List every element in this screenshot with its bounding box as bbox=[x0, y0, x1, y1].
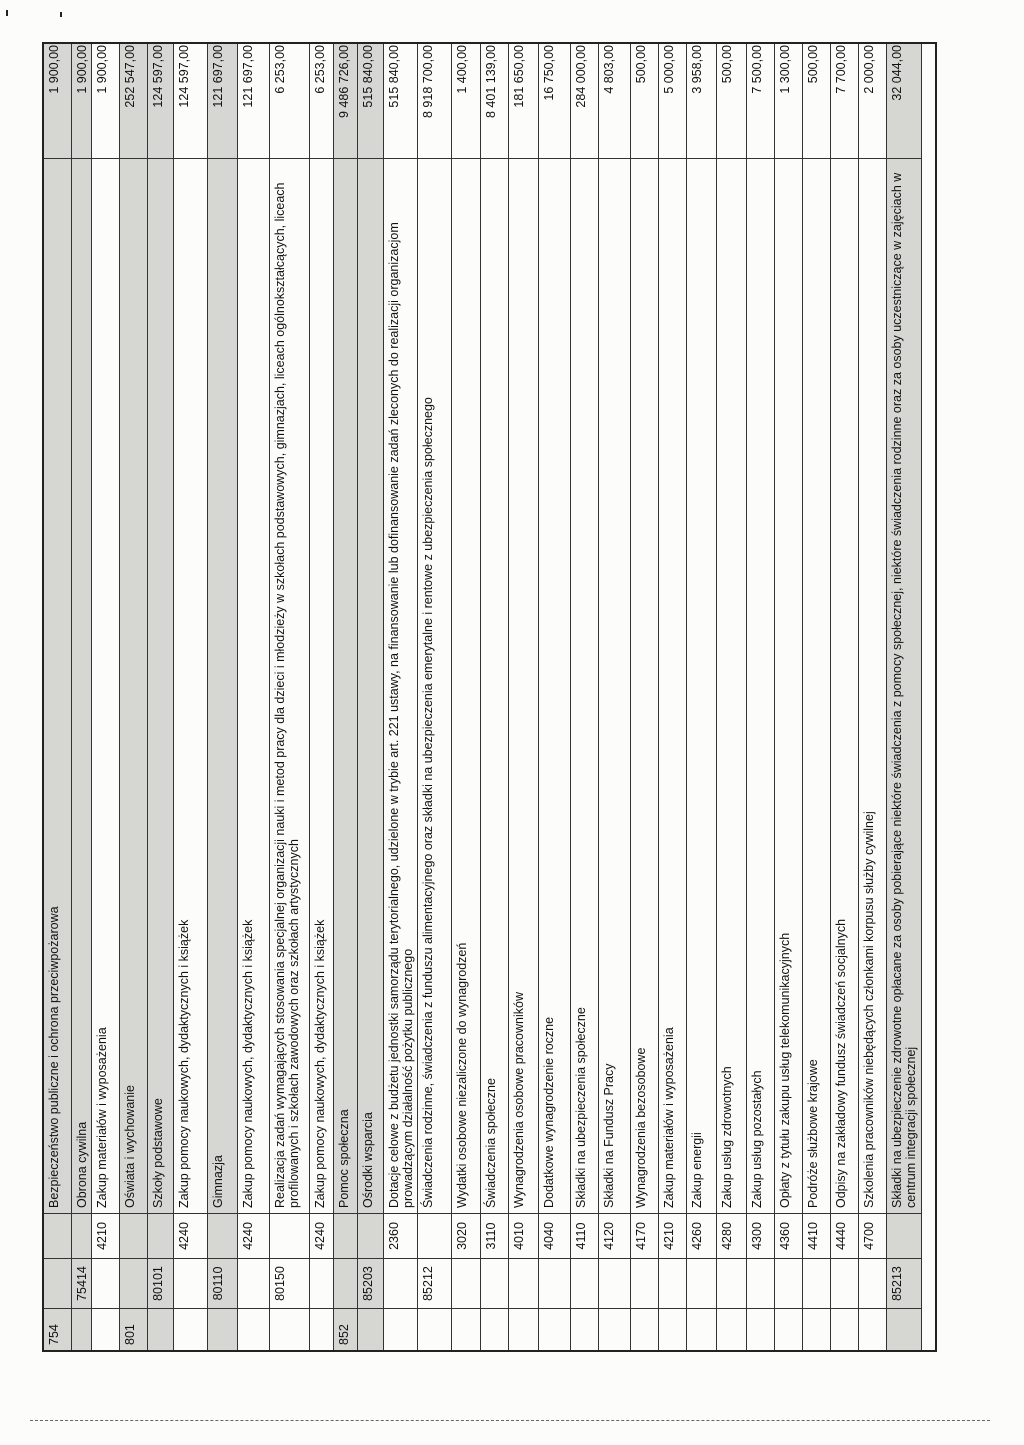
cell-rozdzial bbox=[334, 1258, 357, 1308]
cell-nazwa: Składki na Fundusz Pracy bbox=[599, 158, 630, 1213]
cell-nazwa: Zakup energii bbox=[687, 158, 716, 1213]
cell-kwota: 121 697,00 bbox=[211, 45, 225, 108]
cell-kwota: 2 000,00 bbox=[862, 45, 876, 94]
table-row bbox=[174, 44, 208, 1350]
cell-kwota: 500,00 bbox=[634, 45, 648, 84]
cell-paragraf: 4040 bbox=[539, 1213, 570, 1258]
cell-nazwa: Ośrodki wsparcia bbox=[358, 158, 383, 1213]
table-row bbox=[310, 44, 334, 1350]
cell-rozdzial bbox=[803, 1258, 830, 1308]
cell-nazwa: Dotacje celowe z budżetu jednostki samorządu terytorialnego, udzielone w trybie art. 221 ustawy, na finansowanie lub dofinansowanie zadań zleconych do realizacji organizacjom prowadzącym działalność pożytku publicznego bbox=[384, 158, 417, 1213]
cell-dzial bbox=[384, 1308, 417, 1350]
cell-paragraf bbox=[208, 1213, 237, 1258]
cell-nazwa: Wynagrodzenia bezosobowe bbox=[631, 158, 658, 1213]
cell-dzial bbox=[92, 1308, 119, 1350]
cell-paragraf: 4240 bbox=[174, 1213, 207, 1258]
cell-dzial bbox=[481, 1308, 508, 1350]
cell-rozdzial bbox=[659, 1258, 686, 1308]
fold-line bbox=[30, 1420, 990, 1422]
cell-nazwa: Świadczenia społeczne bbox=[481, 158, 508, 1213]
cell-kwota: 8 401 139,00 bbox=[484, 45, 498, 118]
cell-dzial bbox=[747, 1308, 774, 1350]
cell-paragraf bbox=[418, 1213, 451, 1258]
cell-dzial bbox=[270, 1308, 309, 1350]
cell-dzial bbox=[859, 1308, 886, 1350]
cell-kwota: 7 500,00 bbox=[750, 45, 764, 94]
cell-rozdzial bbox=[831, 1258, 858, 1308]
cell-rozdzial bbox=[238, 1258, 269, 1308]
cell-nazwa: Świadczenia rodzinne, świadczenia z funduszu alimentacyjnego oraz składki na ubezpieczenia emerytalne i rentowe z ubezpieczenia społecznego bbox=[418, 158, 451, 1213]
cell-rozdzial: 80110 bbox=[208, 1258, 237, 1308]
cell-kwota: 284 000,00 bbox=[574, 45, 588, 108]
cell-paragraf: 3020 bbox=[452, 1213, 480, 1258]
cell-nazwa: Zakup pomocy naukowych, dydaktycznych i książek bbox=[310, 158, 333, 1213]
table-row bbox=[571, 44, 599, 1350]
cell-nazwa: Pomoc społeczna bbox=[334, 158, 357, 1213]
cell-rozdzial: 80150 bbox=[270, 1258, 309, 1308]
cell-nazwa: Podróże służbowe krajowe bbox=[803, 158, 830, 1213]
table-row bbox=[358, 44, 384, 1350]
cell-paragraf: 4280 bbox=[717, 1213, 746, 1258]
cell-kwota: 121 697,00 bbox=[241, 45, 255, 108]
cell-rozdzial: 75414 bbox=[72, 1258, 91, 1308]
cell-nazwa: Zakup usług zdrowotnych bbox=[717, 158, 746, 1213]
table-row bbox=[659, 44, 687, 1350]
cell-dzial bbox=[717, 1308, 746, 1350]
table-row bbox=[717, 44, 747, 1350]
cell-rozdzial: 85203 bbox=[358, 1258, 383, 1308]
cell-kwota: 1 400,00 bbox=[455, 45, 469, 94]
table-row bbox=[334, 44, 358, 1350]
cell-kwota: 252 547,00 bbox=[123, 45, 137, 108]
table-row bbox=[418, 44, 452, 1350]
cell-nazwa: Zakup pomocy naukowych, dydaktycznych i książek bbox=[238, 158, 269, 1213]
cell-paragraf bbox=[358, 1213, 383, 1258]
cell-dzial bbox=[659, 1308, 686, 1350]
table-row bbox=[831, 44, 859, 1350]
cell-dzial bbox=[571, 1308, 598, 1350]
cell-paragraf: 4300 bbox=[747, 1213, 774, 1258]
cell-nazwa: Odpisy na zakładowy fundusz świadczeń socjalnych bbox=[831, 158, 858, 1213]
cell-nazwa: Realizacja zadań wymagających stosowania specjalnej organizacji nauki i metod pracy dla dzieci i młodzieży w szkołach podstawowych, gimnazjach, liceach ogólnokształcących, liceach profilowanych i szkołach zawodowych oraz szkołach artystycznych bbox=[270, 158, 309, 1213]
table-row bbox=[270, 44, 310, 1350]
cell-nazwa: Obrona cywilna bbox=[72, 158, 91, 1213]
cell-nazwa: Szkolenia pracowników niebędących członkami korpusu służby cywilnej bbox=[859, 158, 886, 1213]
cell-paragraf bbox=[44, 1213, 71, 1258]
cell-dzial: 754 bbox=[44, 1308, 71, 1350]
scan-mark bbox=[60, 12, 62, 17]
cell-rozdzial bbox=[310, 1258, 333, 1308]
cell-paragraf: 4410 bbox=[803, 1213, 830, 1258]
cell-rozdzial: 85212 bbox=[418, 1258, 451, 1308]
cell-kwota: 6 253,00 bbox=[273, 45, 287, 94]
cell-rozdzial bbox=[452, 1258, 480, 1308]
table-row bbox=[509, 44, 539, 1350]
cell-kwota: 6 253,00 bbox=[313, 45, 327, 94]
cell-kwota: 124 597,00 bbox=[151, 45, 165, 108]
cell-kwota: 500,00 bbox=[720, 45, 734, 84]
cell-paragraf: 2360 bbox=[384, 1213, 417, 1258]
table-row bbox=[539, 44, 571, 1350]
cell-rozdzial bbox=[120, 1258, 147, 1308]
cell-nazwa: Zakup materiałów i wyposażenia bbox=[92, 158, 119, 1213]
cell-nazwa: Składki na ubezpieczenie zdrowotne opłacane za osoby pobierające niektóre świadczenia z pomocy społecznej, niektóre świadczenia rodzinne oraz za osoby uczestniczące w zajęciach w centrum integracji społecznej bbox=[887, 158, 921, 1213]
cell-dzial bbox=[358, 1308, 383, 1350]
table-row bbox=[44, 44, 72, 1350]
cell-rozdzial bbox=[859, 1258, 886, 1308]
cell-rozdzial bbox=[384, 1258, 417, 1308]
table-row bbox=[775, 44, 803, 1350]
cell-paragraf bbox=[887, 1213, 921, 1258]
cell-kwota: 8 918 700,00 bbox=[421, 45, 435, 118]
cell-kwota: 9 486 726,00 bbox=[337, 45, 351, 118]
cell-rozdzial bbox=[717, 1258, 746, 1308]
cell-paragraf: 4240 bbox=[310, 1213, 333, 1258]
cell-dzial: 801 bbox=[120, 1308, 147, 1350]
cell-kwota: 4 803,00 bbox=[602, 45, 616, 94]
cell-rozdzial: 85213 bbox=[887, 1258, 921, 1308]
cell-paragraf: 4170 bbox=[631, 1213, 658, 1258]
cell-kwota: 16 750,00 bbox=[542, 45, 556, 101]
table-row bbox=[631, 44, 659, 1350]
table-row bbox=[687, 44, 717, 1350]
cell-paragraf bbox=[334, 1213, 357, 1258]
cell-dzial bbox=[72, 1308, 91, 1350]
cell-dzial bbox=[539, 1308, 570, 1350]
cell-kwota: 181 650,00 bbox=[512, 45, 526, 108]
cell-nazwa: Składki na ubezpieczenia społeczne bbox=[571, 158, 598, 1213]
table-row bbox=[238, 44, 270, 1350]
table-empty-area bbox=[922, 44, 939, 1350]
cell-nazwa: Wydatki osobowe niezaliczone do wynagrodzeń bbox=[452, 158, 480, 1213]
table-row bbox=[72, 44, 92, 1350]
cell-dzial: 852 bbox=[334, 1308, 357, 1350]
cell-paragraf: 4110 bbox=[571, 1213, 598, 1258]
cell-nazwa: Dodatkowe wynagrodzenie roczne bbox=[539, 158, 570, 1213]
table-row bbox=[859, 44, 887, 1350]
cell-nazwa: Szkoły podstawowe bbox=[148, 158, 173, 1213]
cell-dzial bbox=[174, 1308, 207, 1350]
cell-rozdzial bbox=[509, 1258, 538, 1308]
cell-nazwa: Gimnazja bbox=[208, 158, 237, 1213]
table-row bbox=[120, 44, 148, 1350]
cell-paragraf: 4260 bbox=[687, 1213, 716, 1258]
scan-mark bbox=[6, 10, 8, 16]
table-row bbox=[599, 44, 631, 1350]
cell-dzial bbox=[831, 1308, 858, 1350]
cell-nazwa: Zakup usług pozostałych bbox=[747, 158, 774, 1213]
cell-dzial bbox=[887, 1308, 921, 1350]
table-row bbox=[452, 44, 481, 1350]
cell-paragraf bbox=[72, 1213, 91, 1258]
cell-rozdzial bbox=[687, 1258, 716, 1308]
cell-kwota: 515 840,00 bbox=[387, 45, 401, 108]
cell-dzial bbox=[775, 1308, 802, 1350]
cell-kwota: 32 044,00 bbox=[890, 45, 904, 101]
cell-paragraf: 4700 bbox=[859, 1213, 886, 1258]
cell-dzial bbox=[452, 1308, 480, 1350]
cell-rozdzial bbox=[92, 1258, 119, 1308]
cell-paragraf: 3110 bbox=[481, 1213, 508, 1258]
table-row bbox=[208, 44, 238, 1350]
cell-paragraf: 4120 bbox=[599, 1213, 630, 1258]
cell-dzial bbox=[148, 1308, 173, 1350]
cell-paragraf: 4010 bbox=[509, 1213, 538, 1258]
cell-nazwa: Bezpieczeństwo publiczne i ochrona przeciwpożarowa bbox=[44, 158, 71, 1213]
cell-paragraf bbox=[148, 1213, 173, 1258]
cell-dzial bbox=[509, 1308, 538, 1350]
table-row bbox=[92, 44, 120, 1350]
cell-kwota: 5 000,00 bbox=[662, 45, 676, 94]
table-row bbox=[747, 44, 775, 1350]
cell-kwota: 500,00 bbox=[806, 45, 820, 84]
cell-kwota: 1 900,00 bbox=[95, 45, 109, 94]
cell-nazwa: Oświata i wychowanie bbox=[120, 158, 147, 1213]
budget-table bbox=[42, 42, 937, 1352]
cell-dzial bbox=[599, 1308, 630, 1350]
cell-dzial bbox=[208, 1308, 237, 1350]
cell-nazwa: Zakup materiałów i wyposażenia bbox=[659, 158, 686, 1213]
cell-rozdzial bbox=[44, 1258, 71, 1308]
table-row bbox=[384, 44, 418, 1350]
cell-dzial bbox=[631, 1308, 658, 1350]
cell-dzial bbox=[803, 1308, 830, 1350]
cell-kwota: 3 958,00 bbox=[690, 45, 704, 94]
cell-nazwa: Wynagrodzenia osobowe pracowników bbox=[509, 158, 538, 1213]
cell-kwota: 124 597,00 bbox=[177, 45, 191, 108]
cell-rozdzial bbox=[599, 1258, 630, 1308]
cell-nazwa: Zakup pomocy naukowych, dydaktycznych i książek bbox=[174, 158, 207, 1213]
cell-rozdzial bbox=[481, 1258, 508, 1308]
cell-dzial bbox=[687, 1308, 716, 1350]
cell-rozdzial bbox=[539, 1258, 570, 1308]
cell-rozdzial bbox=[174, 1258, 207, 1308]
cell-dzial bbox=[238, 1308, 269, 1350]
cell-paragraf bbox=[270, 1213, 309, 1258]
cell-kwota: 1 900,00 bbox=[47, 45, 61, 94]
table-row bbox=[481, 44, 509, 1350]
cell-rozdzial bbox=[631, 1258, 658, 1308]
table-row bbox=[887, 44, 922, 1350]
cell-rozdzial bbox=[571, 1258, 598, 1308]
cell-nazwa: Opłaty z tytułu zakupu usług telekomunikacyjnych bbox=[775, 158, 802, 1213]
cell-dzial bbox=[418, 1308, 451, 1350]
cell-dzial bbox=[310, 1308, 333, 1350]
cell-kwota: 7 700,00 bbox=[834, 45, 848, 94]
table-row bbox=[803, 44, 831, 1350]
cell-paragraf bbox=[120, 1213, 147, 1258]
cell-paragraf: 4360 bbox=[775, 1213, 802, 1258]
cell-paragraf: 4210 bbox=[659, 1213, 686, 1258]
cell-paragraf: 4210 bbox=[92, 1213, 119, 1258]
table-row bbox=[148, 44, 174, 1350]
cell-rozdzial bbox=[747, 1258, 774, 1308]
cell-kwota: 515 840,00 bbox=[361, 45, 375, 108]
cell-rozdzial: 80101 bbox=[148, 1258, 173, 1308]
cell-kwota: 1 900,00 bbox=[75, 45, 89, 94]
cell-paragraf: 4440 bbox=[831, 1213, 858, 1258]
cell-paragraf: 4240 bbox=[238, 1213, 269, 1258]
cell-kwota: 1 300,00 bbox=[778, 45, 792, 94]
cell-rozdzial bbox=[775, 1258, 802, 1308]
